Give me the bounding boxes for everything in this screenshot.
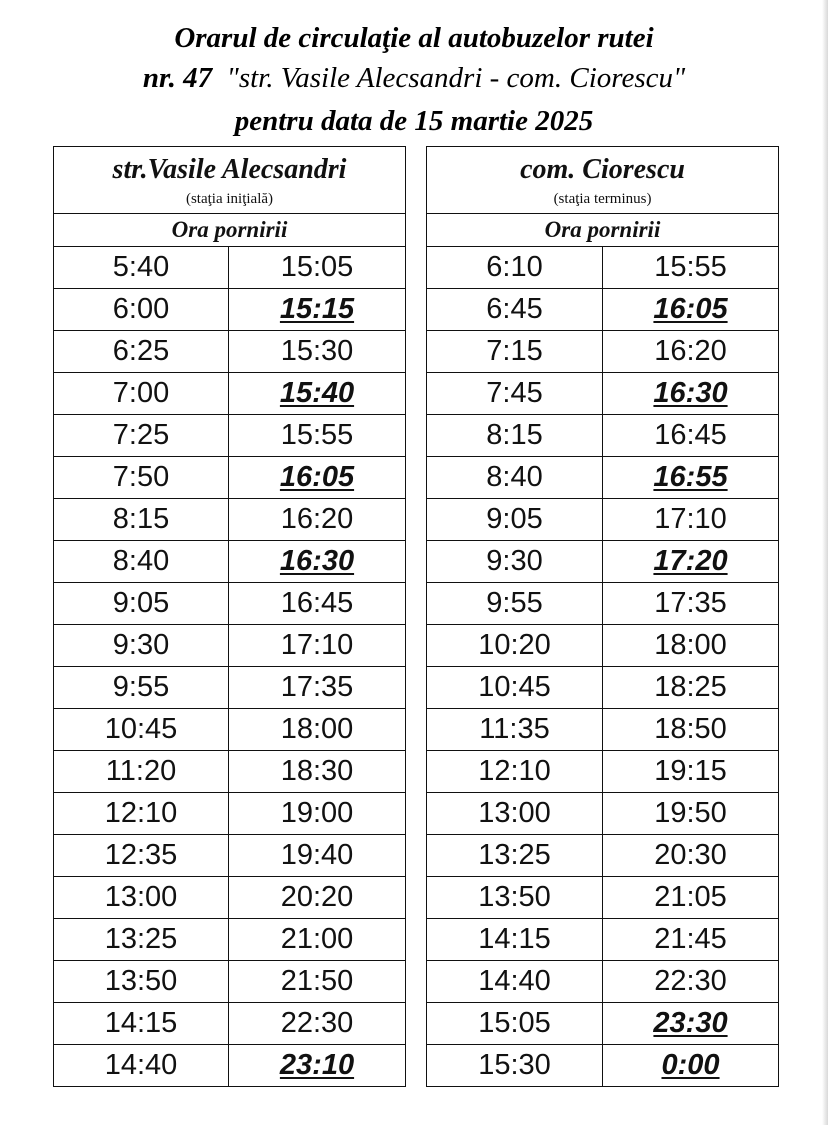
morning-departure-time: 11:20 <box>54 751 229 793</box>
afternoon-departure-time: 20:20 <box>229 877 406 919</box>
table-row <box>427 919 779 961</box>
table-row <box>427 541 779 583</box>
afternoon-departure-time: 19:00 <box>229 793 406 835</box>
morning-departure-time: 11:35 <box>427 709 603 751</box>
afternoon-departure-time: 15:30 <box>229 331 406 373</box>
table-row <box>54 709 406 751</box>
afternoon-departure-time: 18:00 <box>603 625 779 667</box>
table-row <box>427 835 779 877</box>
afternoon-departure-time: 0:00 <box>603 1045 779 1087</box>
station-name: com. Ciorescu <box>520 153 685 185</box>
table-row <box>54 247 406 289</box>
morning-departure-time: 13:00 <box>54 877 229 919</box>
morning-departure-time: 9:30 <box>427 541 603 583</box>
morning-departure-time: 8:40 <box>54 541 229 583</box>
station-name: str.Vasile Alecsandri <box>112 153 347 185</box>
morning-departure-time: 7:00 <box>54 373 229 415</box>
afternoon-departure-time: 21:50 <box>229 961 406 1003</box>
table-row <box>54 919 406 961</box>
table-subheader-row <box>427 214 779 247</box>
departure-time-header: Ora pornirii <box>427 214 779 247</box>
table-row <box>427 1003 779 1045</box>
station-header <box>54 147 406 214</box>
morning-departure-time: 6:25 <box>54 331 229 373</box>
table-row <box>427 1045 779 1087</box>
afternoon-departure-time: 20:30 <box>603 835 779 877</box>
afternoon-departure-time: 16:05 <box>603 289 779 331</box>
morning-departure-time: 7:50 <box>54 457 229 499</box>
afternoon-departure-time: 19:50 <box>603 793 779 835</box>
morning-departure-time: 8:15 <box>54 499 229 541</box>
afternoon-departure-time: 19:40 <box>229 835 406 877</box>
morning-departure-time: 13:50 <box>54 961 229 1003</box>
afternoon-departure-time: 16:05 <box>229 457 406 499</box>
table-row <box>427 415 779 457</box>
morning-departure-time: 5:40 <box>54 247 229 289</box>
afternoon-departure-time: 15:15 <box>229 289 406 331</box>
schedule-table-ciorescu <box>426 146 779 1087</box>
table-row <box>427 961 779 1003</box>
morning-departure-time: 8:15 <box>427 415 603 457</box>
table-row <box>427 289 779 331</box>
afternoon-departure-time: 22:30 <box>603 961 779 1003</box>
table-row <box>427 499 779 541</box>
morning-departure-time: 10:20 <box>427 625 603 667</box>
afternoon-departure-time: 23:10 <box>229 1045 406 1087</box>
morning-departure-time: 10:45 <box>54 709 229 751</box>
afternoon-departure-time: 18:50 <box>603 709 779 751</box>
morning-departure-time: 13:00 <box>427 793 603 835</box>
afternoon-departure-time: 21:45 <box>603 919 779 961</box>
morning-departure-time: 6:45 <box>427 289 603 331</box>
afternoon-departure-time: 17:35 <box>229 667 406 709</box>
afternoon-departure-time: 18:30 <box>229 751 406 793</box>
morning-departure-time: 9:05 <box>54 583 229 625</box>
afternoon-departure-time: 19:15 <box>603 751 779 793</box>
table-row <box>54 793 406 835</box>
afternoon-departure-time: 15:05 <box>229 247 406 289</box>
afternoon-departure-time: 16:30 <box>603 373 779 415</box>
afternoon-departure-time: 17:20 <box>603 541 779 583</box>
table-row <box>54 835 406 877</box>
table-row <box>54 457 406 499</box>
afternoon-departure-time: 15:55 <box>603 247 779 289</box>
table-row <box>427 583 779 625</box>
table-row <box>427 373 779 415</box>
table-row <box>54 331 406 373</box>
morning-departure-time: 13:50 <box>427 877 603 919</box>
table-header-row <box>54 147 406 214</box>
afternoon-departure-time: 18:00 <box>229 709 406 751</box>
table-row <box>427 793 779 835</box>
morning-departure-time: 9:55 <box>427 583 603 625</box>
morning-departure-time: 8:40 <box>427 457 603 499</box>
afternoon-departure-time: 21:05 <box>603 877 779 919</box>
morning-departure-time: 12:10 <box>54 793 229 835</box>
morning-departure-time: 7:25 <box>54 415 229 457</box>
afternoon-departure-time: 16:20 <box>603 331 779 373</box>
afternoon-departure-time: 18:25 <box>603 667 779 709</box>
afternoon-departure-time: 23:30 <box>603 1003 779 1045</box>
afternoon-departure-time: 17:10 <box>603 499 779 541</box>
table-row <box>427 751 779 793</box>
table-header-row <box>427 147 779 214</box>
schedule-table-vasile-alecsandri <box>53 146 406 1087</box>
station-note: (staţia terminus) <box>553 190 652 207</box>
morning-departure-time: 6:10 <box>427 247 603 289</box>
departure-time-header: Ora pornirii <box>54 214 406 247</box>
title-line-1: Orarul de circulaţie al autobuzelor rutei <box>174 22 654 54</box>
afternoon-departure-time: 16:30 <box>229 541 406 583</box>
morning-departure-time: 14:40 <box>54 1045 229 1087</box>
table-row <box>54 289 406 331</box>
route-number: nr. 47 <box>142 62 213 94</box>
afternoon-departure-time: 16:45 <box>603 415 779 457</box>
morning-departure-time: 15:05 <box>427 1003 603 1045</box>
table-row <box>54 667 406 709</box>
table-row <box>54 1003 406 1045</box>
route-name: "str. Vasile Alecsandri - com. Ciorescu" <box>226 62 686 94</box>
afternoon-departure-time: 15:55 <box>229 415 406 457</box>
morning-departure-time: 14:15 <box>54 1003 229 1045</box>
table-row <box>427 877 779 919</box>
morning-departure-time: 7:15 <box>427 331 603 373</box>
page-edge-shadow <box>822 0 828 1125</box>
table-row <box>427 457 779 499</box>
morning-departure-time: 9:05 <box>427 499 603 541</box>
afternoon-departure-time: 16:55 <box>603 457 779 499</box>
morning-departure-time: 15:30 <box>427 1045 603 1087</box>
morning-departure-time: 6:00 <box>54 289 229 331</box>
table-row <box>427 709 779 751</box>
title-line-2 <box>0 60 828 96</box>
table-row <box>54 373 406 415</box>
afternoon-departure-time: 21:00 <box>229 919 406 961</box>
afternoon-departure-time: 22:30 <box>229 1003 406 1045</box>
table-row <box>54 415 406 457</box>
table-row <box>54 583 406 625</box>
table-subheader-row <box>54 214 406 247</box>
morning-departure-time: 14:40 <box>427 961 603 1003</box>
table-row <box>54 877 406 919</box>
title-line-3: pentru data de 15 martie 2025 <box>234 105 594 137</box>
morning-departure-time: 14:15 <box>427 919 603 961</box>
afternoon-departure-time: 16:20 <box>229 499 406 541</box>
table-row <box>427 331 779 373</box>
morning-departure-time: 13:25 <box>54 919 229 961</box>
morning-departure-time: 12:10 <box>427 751 603 793</box>
morning-departure-time: 7:45 <box>427 373 603 415</box>
afternoon-departure-time: 17:35 <box>603 583 779 625</box>
table-row <box>54 499 406 541</box>
afternoon-departure-time: 16:45 <box>229 583 406 625</box>
afternoon-departure-time: 15:40 <box>229 373 406 415</box>
morning-departure-time: 12:35 <box>54 835 229 877</box>
afternoon-departure-time: 17:10 <box>229 625 406 667</box>
table-row <box>54 961 406 1003</box>
table-row <box>54 625 406 667</box>
table-row <box>54 541 406 583</box>
morning-departure-time: 9:55 <box>54 667 229 709</box>
table-row <box>54 751 406 793</box>
station-note: (staţia iniţială) <box>185 190 274 207</box>
station-header <box>427 147 779 214</box>
table-row <box>427 625 779 667</box>
morning-departure-time: 10:45 <box>427 667 603 709</box>
table-row <box>427 667 779 709</box>
table-row <box>427 247 779 289</box>
morning-departure-time: 13:25 <box>427 835 603 877</box>
table-row <box>54 1045 406 1087</box>
morning-departure-time: 9:30 <box>54 625 229 667</box>
